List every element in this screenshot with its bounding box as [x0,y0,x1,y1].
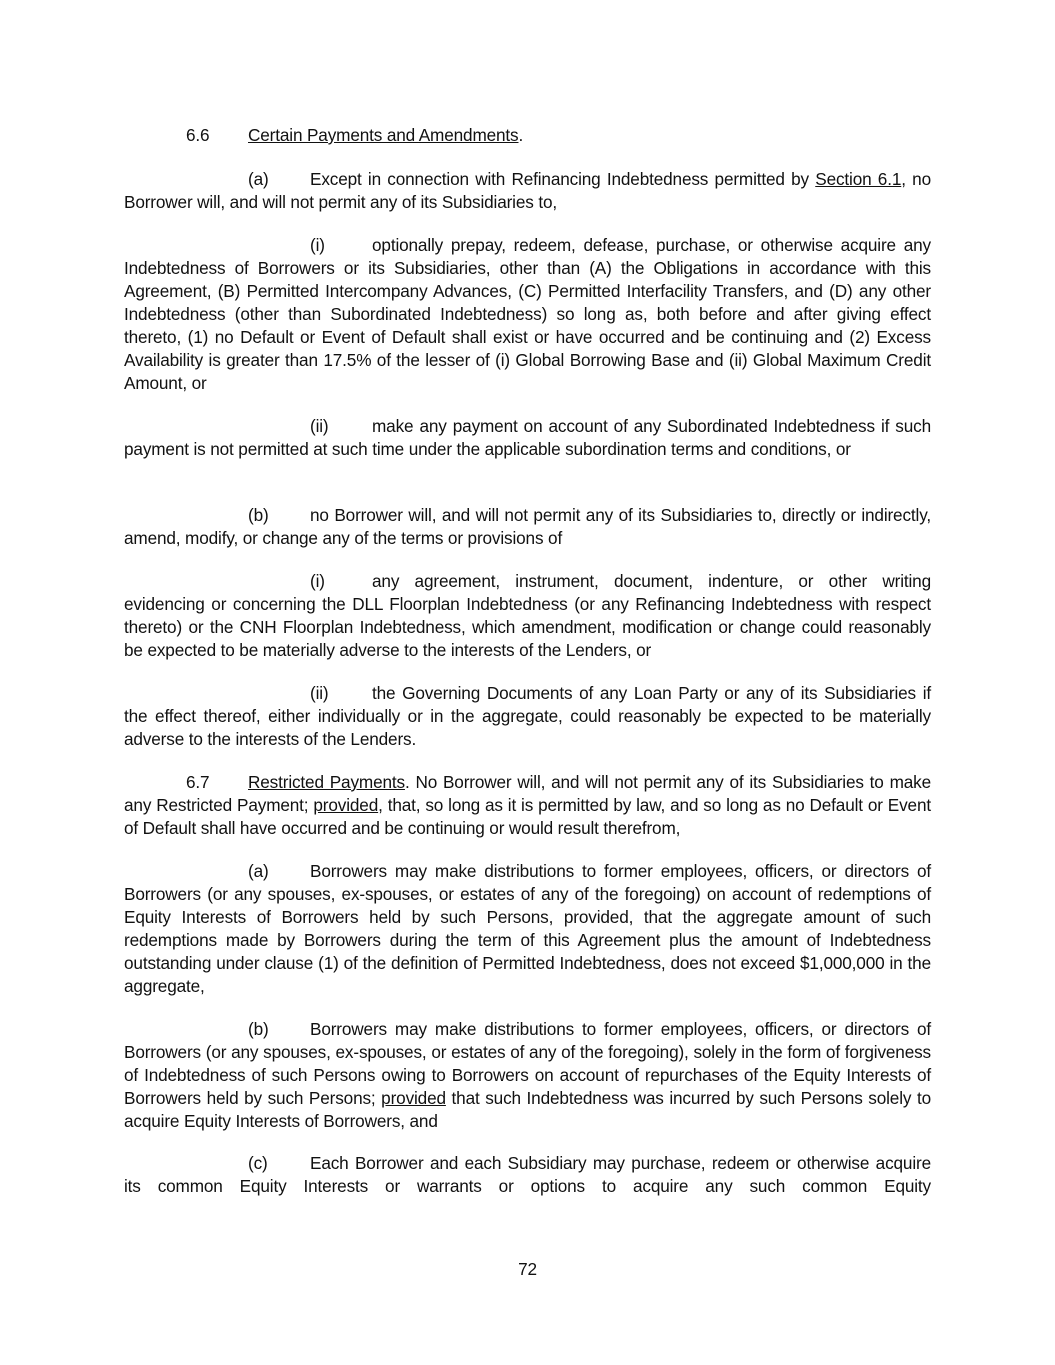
clause-label: (b) [248,1019,269,1039]
clause-6-7-a [124,860,931,998]
section-reference-link: Section 6.1 [815,169,902,189]
clause-6-6-b-i [124,570,931,662]
clause-label: (a) [248,169,269,189]
section-6-7 [124,771,931,840]
clause-text: Borrowers may make distributions to former employees, officers, or directors of Borrowers (or any spouses, ex-spouses, or estates of any of the foregoing), solely in the form of forgiveness of Indebtedness of such Persons owing to Borrowers on account of repurchases of the Equity Interests of Borrowers held by such Persons; [124,1019,931,1108]
provided-term: provided [381,1088,446,1108]
clause-text: optionally prepay, redeem, defease, purchase, or otherwise acquire any Indebtedness of Borrowers or its Subsidiaries, other than (A) the Obligations in accordance with this Agreement, (B) Permitted Intercompany Advances, (C) Permitted Interfacility Transfers, and (D) any other Indebtedness (other than Subordinated Indebtedness) so long as, both before and after giving effect thereto, (1) no Default or Event of Default shall exist or have occurred and be continuing and (2) Excess Availability is greater than 17.5% of the lesser of (i) Global Borrowing Base and (ii) Global Maximum Credit Amount, or [124,235,931,393]
clause-text: any agreement, instrument, document, indenture, or other writing evidencing or concerning the DLL Floorplan Indebtedness (or any Refinancing Indebtedness with respect thereto) or the CNH Floorplan Indebtedness, which amendment, modification or change could reasonably be expected to be materially adverse to the interests of the Lenders, or [124,571,931,660]
clause-label: (ii) [310,416,329,436]
clause-text: Borrowers may make distributions to former employees, officers, or directors of Borrowers (or any spouses, ex-spouses, or estates of any of the foregoing) on account of redemptions of Equity Interests of Borrowers held by such Persons, provided, that the aggregate amount of such redemptions made by Borrowers during the term of this Agreement plus the amount of Indebtedness outstanding under clause (1) of the definition of Permitted Indebtedness, does not exceed $1,000,000 in the aggregate, [124,861,931,996]
clause-6-7-b [124,1018,931,1133]
section-6-6-heading [124,124,931,147]
section-title: Certain Payments and Amendments [248,125,519,145]
section-number: 6.6 [186,125,210,145]
clause-text: Except in connection with Refinancing Indebtedness permitted by [310,169,816,189]
clause-6-6-b-ii [124,682,931,751]
clause-text: Each Borrower and each Subsidiary may purchase, redeem or otherwise acquire its common Equity Interests or warrants or options to acquire any such common Equity [124,1153,931,1196]
clause-text: make any payment on account of any Subordinated Indebtedness if such payment is not permitted at such time under the applicable subordination terms and conditions, or [124,416,931,459]
clause-6-6-a-i [124,234,931,395]
clause-6-6-b [124,504,931,550]
section-title-period: . [518,125,524,145]
section-number: 6.7 [186,772,210,792]
clause-label: (a) [248,861,269,881]
clause-label: (b) [248,505,269,525]
clause-6-6-a [124,168,931,214]
clause-label: (c) [248,1153,268,1173]
section-text: . No Borrower will, and will not permit any of its Subsidiaries to make any Restricted Payment; [124,772,931,815]
clause-text: the Governing Documents of any Loan Party or any of its Subsidiaries if the effect thereof, either individually or in the aggregate, could reasonably be expected to be materially adverse to the interests of the Lenders. [124,683,931,749]
clause-label: (i) [310,571,325,591]
clause-text: no Borrower will, and will not permit any of its Subsidiaries to, directly or indirectly, amend, modify, or change any of the terms or provisions of [124,505,931,548]
clause-label: (i) [310,235,325,255]
page-number: 72 [518,1259,537,1279]
clause-6-6-a-ii [124,415,931,461]
clause-6-7-c [124,1152,931,1198]
section-text-cont: , that, so long as it is permitted by law, and so long as no Default or Event of Default shall have occurred and be continuing or would result therefrom, [124,795,931,838]
provided-term: provided [313,795,379,815]
clause-text-cont: that such Indebtedness was incurred by such Persons solely to acquire Equity Interests of Borrowers, and [124,1088,931,1131]
clause-text-cont: , no Borrower will, and will not permit any of its Subsidiaries to, [124,169,931,212]
section-title: Restricted Payments [248,772,405,792]
clause-label: (ii) [310,683,329,703]
